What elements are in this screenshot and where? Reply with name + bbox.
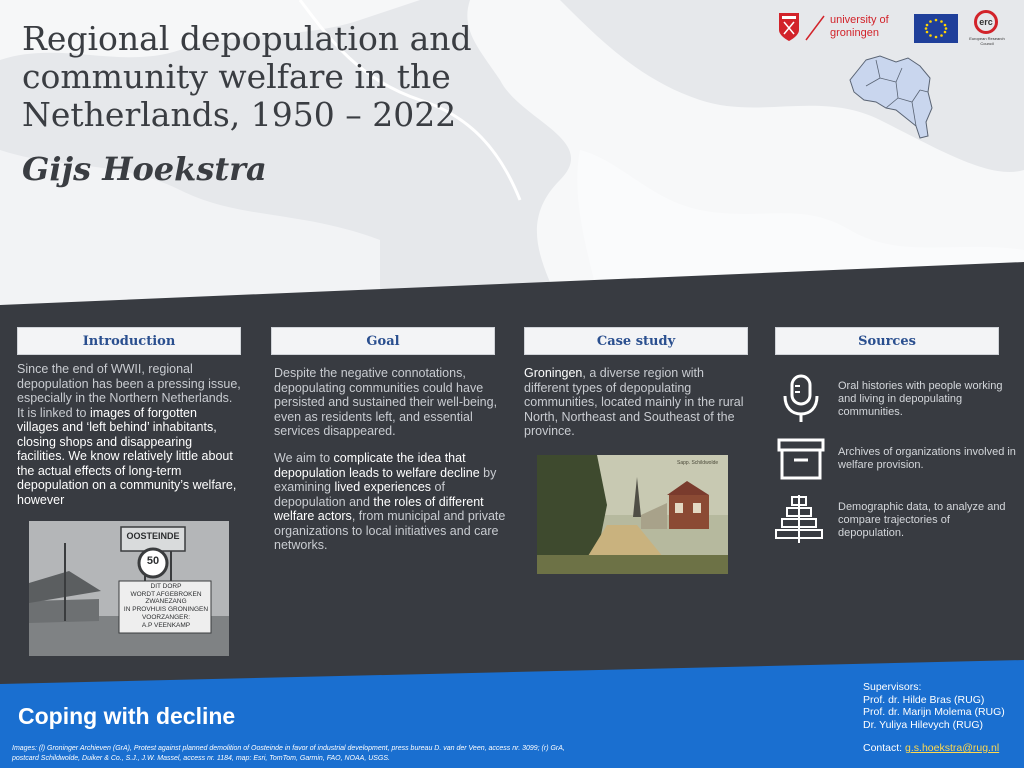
supervisor-name: Dr. Yuliya Hilevych (RUG) xyxy=(863,718,984,731)
photo-banner-line: A.P VEENKAMP xyxy=(141,621,191,629)
photo-banner-line: DIT DORP xyxy=(150,583,182,590)
goal-highlight: complicate the idea that depopulation leads to welfare decline xyxy=(274,451,480,480)
goal-text-part: of depopulation and xyxy=(274,480,445,509)
supervisor-name: Prof. dr. Marijn Molema (RUG) xyxy=(863,706,1005,718)
eu-flag-icon xyxy=(914,14,958,43)
supervisors-label: Supervisors: xyxy=(863,681,922,693)
population-pyramid-icon xyxy=(774,494,824,544)
goal-highlight: lived experiences xyxy=(334,480,432,494)
case-study-highlight: Groningen xyxy=(524,366,583,380)
postcard-scene xyxy=(537,455,728,574)
photo-speed-sign: 50 xyxy=(146,555,160,567)
university-logo-text xyxy=(830,14,889,40)
photo-protest-banner xyxy=(121,583,211,629)
introduction-highlight: images of forgotten villages and ‘left behind’ inhabitants, closing shops and disappearing facilities. We know relatively little about the actual effects of long-term depopulation on a community’s welfare, however xyxy=(17,405,237,507)
case-study-text xyxy=(524,366,748,439)
image-credits: Images: (l) Groninger Archieven (GrA), Protest against planned demolition of Oosteinde in favor of industrial development, press bureau D. van der Veen, access nr. 3099; (r) GrA, postcard Schildwolde, Duiker & Co., S.J., J.W. Massel, access nr. 1184, map: Esri, TomTom, Garmin, FAO, NOAA, USGS. xyxy=(12,745,565,762)
goal-paragraph-2 xyxy=(274,451,508,553)
university-logo-line: groningen xyxy=(830,27,879,39)
microphone-icon xyxy=(776,374,826,424)
goal-text-part: by examining xyxy=(274,465,497,494)
sources-heading: Sources xyxy=(775,327,999,355)
photo-town-sign: OOSTEINDE xyxy=(126,531,180,541)
contact-line xyxy=(863,742,999,754)
erc-logo xyxy=(962,10,1012,46)
schildwolde-postcard-photo xyxy=(537,455,728,574)
university-shield-icon xyxy=(778,12,800,42)
groningen-province-map xyxy=(846,52,938,140)
photo-banner-line: VOORZANGER: xyxy=(141,613,191,621)
photo-banner-line: ZWANEZANG xyxy=(145,598,187,606)
poster-title: Regional depopulation and community welfare in the Netherlands, 1950 – 2022 xyxy=(22,19,472,134)
goal-text-part: , from municipal and private organizations to local initiatives and care networks. xyxy=(274,509,506,552)
source-archives: Archives of organizations involved in welfare provision. xyxy=(838,446,1016,471)
introduction-text-part: Since the end of WWII, regional depopulation has been a pressing issue, especially in the Northern Netherlands. It is linked to xyxy=(17,362,241,420)
author-name: Gijs Hoekstra xyxy=(22,150,267,188)
hero-banner xyxy=(0,0,1024,305)
case-study-text-part: , a diverse region with different types of depopulating communities, located mainly in the rural North, Northeast and Southeast of the province. xyxy=(524,366,744,438)
introduction-heading: Introduction xyxy=(17,327,241,355)
archive-box-icon xyxy=(776,436,826,486)
slogan: Coping with decline xyxy=(18,703,236,729)
source-oral-histories: Oral histories with people working and living in depopulating communities. xyxy=(838,380,1003,418)
photo-banner-line: WORDT AFGEBROKEN xyxy=(130,590,202,598)
supervisors-block xyxy=(863,681,1023,731)
contact-label: Contact: xyxy=(863,742,906,754)
photo-banner-line: IN PROVHUIS GRONINGEN xyxy=(123,606,209,614)
introduction-text xyxy=(17,362,241,507)
goal-heading: Goal xyxy=(271,327,495,355)
goal-text-part: We aim to xyxy=(274,451,334,465)
goal-paragraph-1: Despite the negative connotations, depopulating communities could have persisted and sustained their well-being, even as residents left, and essential services disappeared. xyxy=(274,366,498,438)
erc-mark: erc xyxy=(974,10,998,34)
erc-subtitle: European Research Council xyxy=(969,36,1005,46)
logo-bar xyxy=(776,10,1016,46)
goal-highlight: the roles of different welfare actors xyxy=(274,494,484,523)
university-logo-line: university of xyxy=(830,14,889,26)
oosteinde-protest-photo xyxy=(29,521,229,656)
postcard-caption: Sapp. Schildwolde xyxy=(677,460,719,466)
supervisor-name: Prof. dr. Hilde Bras (RUG) xyxy=(863,693,985,706)
university-slash-icon xyxy=(802,14,828,42)
case-study-heading: Case study xyxy=(524,327,748,355)
source-demographic-data: Demographic data, to analyze and compare trajectories of depopulation. xyxy=(838,501,1006,539)
contact-email-link[interactable]: g.s.hoekstra@rug.nl xyxy=(905,742,1000,754)
